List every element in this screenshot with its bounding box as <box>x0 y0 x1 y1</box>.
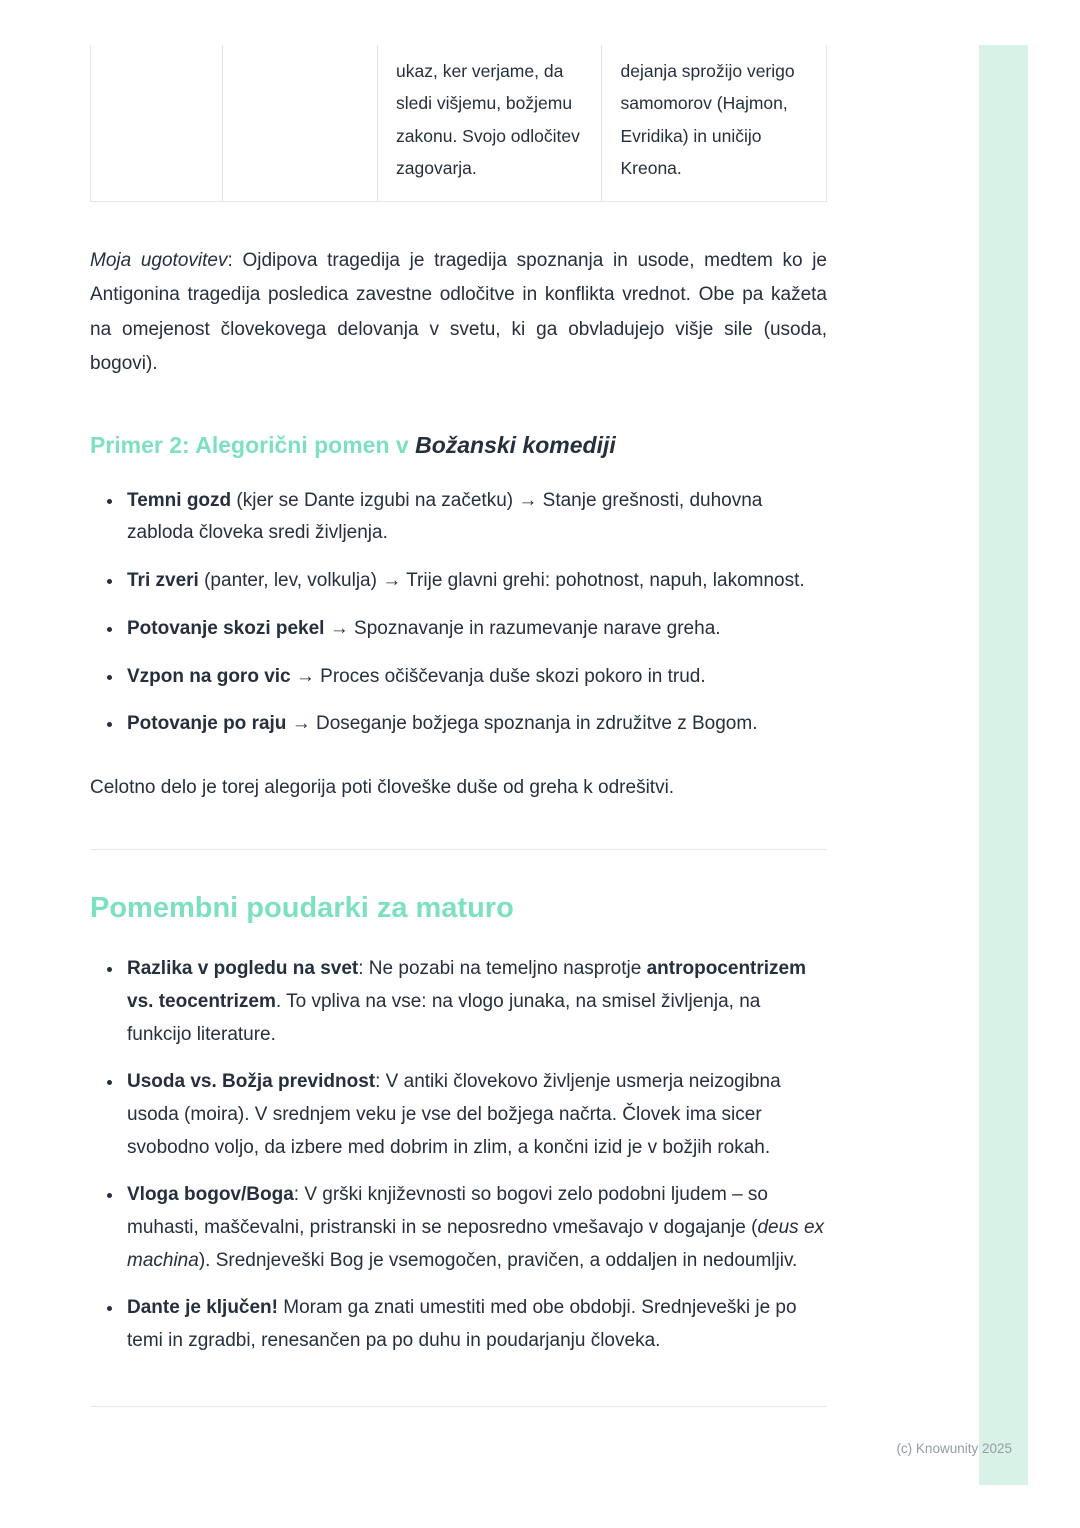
list-item <box>124 1292 827 1357</box>
list-item <box>124 613 827 646</box>
list-item <box>124 661 827 694</box>
brand-accent-strip <box>979 45 1028 1485</box>
text-segment: (kjer se Dante izgubi na začetku) → Stanje grešnosti, duhovna zabloda človeka sredi življenja. <box>127 489 763 544</box>
text-segment: → Spoznavanje in razumevanje narave greha. <box>324 617 721 639</box>
allegory-list <box>90 485 827 741</box>
list-item <box>124 1179 827 1277</box>
matura-list <box>90 953 827 1357</box>
table-row <box>91 45 827 201</box>
text-segment: Božanski komediji <box>415 431 616 458</box>
text-segment: Temni gozd <box>127 489 232 511</box>
text-segment: antropocentrizem vs. teocentrizem <box>127 958 807 1013</box>
text-segment: : V grški književnosti so bogovi zelo podobni ljudem – so muhasti, maščevalni, pristranski in se neposredno vmešavajo v dogajanje ( <box>127 1184 768 1239</box>
text-segment: Potovanje po raju <box>127 713 287 735</box>
text-segment: → Proces očiščevanja duše skozi pokoro in trud. <box>290 665 706 687</box>
list-item <box>124 953 827 1051</box>
text-segment: : Ojdipova tragedija je tragedija spoznanja in usode, medtem ko je Antigonina tragedija posledica zavestne odločitve in konflikta vrednot. Obe pa kažeta na omejenost človekovega delovanja v svetu, ki ga obvladujejo višje sile (usoda, bogovi). <box>90 249 828 375</box>
text-segment: Moja ugotovitev <box>90 249 228 271</box>
text-segment: . To vpliva na vse: na vlogo junaka, na smisel življenja, na funkcijo literature. <box>127 991 761 1045</box>
comparison-table <box>90 45 827 202</box>
text-segment: Vzpon na goro vic <box>127 665 291 687</box>
section-heading-allegory <box>90 432 827 459</box>
text-segment: Razlika v pogledu na svet <box>127 958 359 980</box>
text-segment: : Ne pozabi na temeljno nasprotje <box>358 958 647 980</box>
text-segment: Moram ga znati umestiti med obe obdobji. Srednjeveški je po temi in zgradbi, renesančen pa po duhu in poudarjanju človeka. <box>127 1297 797 1352</box>
text-segment: deus ex machina <box>127 1217 825 1271</box>
section-heading-matura: Pomembni poudarki za maturo <box>90 892 514 925</box>
conclusion-paragraph <box>90 244 827 382</box>
list-item <box>124 485 827 550</box>
allegory-closing-paragraph: Celotno delo je torej alegorija poti človeške duše od greha k odrešitvi. <box>90 776 675 798</box>
list-item <box>124 565 827 598</box>
text-segment: Tri zveri <box>127 570 199 592</box>
text-segment: Vloga bogov/Boga <box>127 1184 294 1206</box>
list-item <box>124 708 827 741</box>
section-divider <box>90 1406 827 1407</box>
table-cell-3: ukaz, ker verjame, da sledi višjemu, božjemu zakonu. Svojo odločitev zagovarja. <box>378 45 602 201</box>
table-cell-1 <box>91 45 223 201</box>
document-content <box>90 0 827 1407</box>
table-cell-2 <box>223 45 378 201</box>
text-segment: → Doseganje božjega spoznanja in združitve z Bogom. <box>286 713 758 735</box>
list-item <box>124 1066 827 1164</box>
table-cell-4: dejanja sprožijo verigo samomorov (Hajmon, Evridika) in uničijo Kreona. <box>602 45 827 201</box>
text-segment: Primer 2: Alegorični pomen v <box>90 431 416 458</box>
text-segment: ). Srednjeveški Bog je vsemogočen, pravičen, a oddaljen in nedoumljiv. <box>198 1249 798 1271</box>
section-divider <box>90 849 827 850</box>
text-segment: Potovanje skozi pekel <box>127 617 325 639</box>
text-segment: : V antiki človekovo življenje usmerja neizogibna usoda (moira). V srednjem veku je vse del božjega načrta. Človek ima sicer svobodno voljo, da izbere med dobrim in zlim, a končni izid je v božjih rokah. <box>127 1071 781 1158</box>
text-segment: (panter, lev, volkulja) → Trije glavni grehi: pohotnost, napuh, lakomnost. <box>198 570 805 592</box>
copyright-watermark: (c) Knowunity 2025 <box>896 1441 1012 1456</box>
text-segment: Dante je ključen! <box>127 1297 278 1319</box>
text-segment: Usoda vs. Božja previdnost <box>127 1071 376 1093</box>
